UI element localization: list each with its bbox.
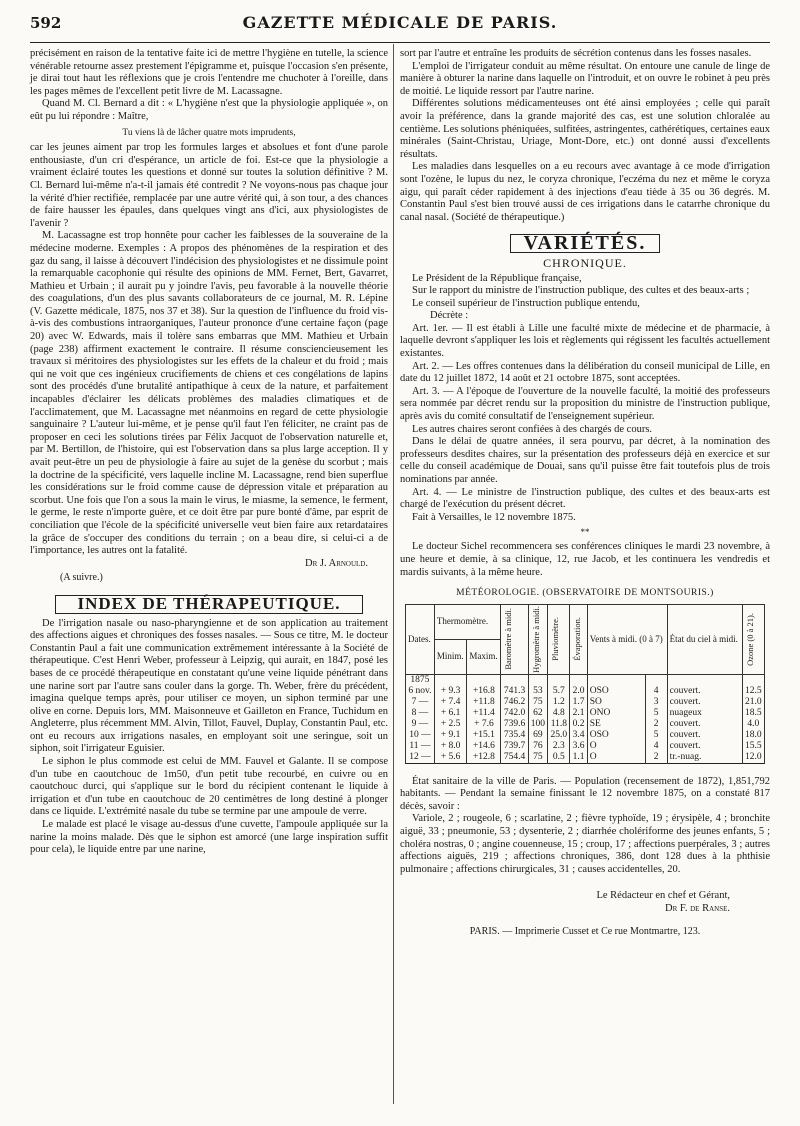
table-cell: 739.7 — [501, 741, 528, 752]
table-cell: 2.3 — [548, 741, 570, 752]
paragraph: Variole, 2 ; rougeole, 6 ; scarlatine, 2 ; fièvre typhoïde, 19 ; érysipèle, 4 ; bronchite aiguë, 33 ; pneumonie, 53 ; dysenterie, 2 ; diarrhée cholériforme des jeunes enfants, 5 ; choléra nostras, 0 ; angine couenneuse, 15 ; croup, 17 ; affections puerpérales, 3 ; autres affections aiguës, 219 ; affections chroniques, 386, dont 128 dues à la phthisie pulmonaire ; affections chirurgicales, 31 ; causes accidentelles, 20. — [400, 813, 770, 875]
paragraph: Les maladies dans lesquelles on a eu recours avec avantage à ce mode d'irrigation sont l'ozène, le lupus du nez, le coryza chronique, l'eczéma du nez et même le coryza aigu, qui paraît céder rapidement à des injections d'eau tiède à 35 ou 36 degrés. M. Constantin Paul s'est bien trouvé aussi de ces irrigations dans le catarrhe chronique du canal nasal. (Société de thérapeutique.) — [400, 161, 770, 223]
table-cell: 62 — [528, 708, 548, 719]
table-cell: 75 — [528, 752, 548, 764]
table-cell: + 2.5 — [434, 719, 467, 730]
table-cell: OSO — [587, 686, 645, 697]
col-header: Minim. — [434, 639, 467, 674]
meteo-table-body — [406, 674, 765, 763]
meteo-title: MÉTÉOROLOGIE. (OBSERVATOIRE DE MONTSOURIS.) — [456, 588, 714, 599]
table-cell: 9 — — [406, 719, 435, 730]
table-cell: +11.8 — [467, 697, 501, 708]
table-cell: 2 — [645, 719, 667, 730]
table-cell: 2.1 — [570, 708, 587, 719]
to-be-continued: (A suivre.) — [60, 572, 103, 584]
table-row — [406, 730, 765, 741]
paragraph: L'emploi de l'irrigateur conduit au même résultat. On entoure une canule de linge de manière à obturer la narine dans laquelle on l'introduit, et on ouvre le robinet à peu près de moitié. Le liquide ressort par l'autre narine. — [400, 60, 770, 97]
table-cell: 21.0 — [742, 697, 764, 708]
table-cell: + 9.3 — [434, 686, 467, 697]
table-cell: 12.0 — [742, 752, 764, 764]
section-title-varietes: VARIÉTÉS. — [510, 234, 660, 253]
table-cell: 4.0 — [742, 719, 764, 730]
paragraph: Sur le rapport du ministre de l'instruction publique, des cultes et des beaux-arts ; — [412, 285, 750, 297]
editor-credit: Le Rédacteur en chef et Gérant, — [596, 890, 730, 902]
table-cell: 4 — [645, 686, 667, 697]
table-cell: 76 — [528, 741, 548, 752]
table-cell: 100 — [528, 719, 548, 730]
paragraph: Décrète : — [430, 310, 469, 322]
table-cell: 4.8 — [548, 708, 570, 719]
col-header: Hygromètre à midi. — [530, 605, 541, 673]
table-cell: SE — [587, 719, 645, 730]
paragraph: Le docteur Sichel recommencera ses conférences cliniques le mardi 23 novembre, à une heure et demie, à sa clinique, 12, rue Jacob, et les continuera les vendredis et mardis suivants, à la même heure. — [400, 541, 770, 578]
table-cell: +15.1 — [467, 730, 501, 741]
table-cell: 3.4 — [570, 730, 587, 741]
paragraph: Le malade est placé le visage au-dessus d'une cuvette, l'ampoule appliquée sur la narine la moins malade. Dès que le siphon est amorcé (une large inspiration suffit pour cela), le liquide entre par une narine, — [30, 819, 388, 856]
paragraph: De l'irrigation nasale ou naso-pharyngienne et de son application au traitement des affections aigues et chroniques des fosses nasales. — Sous ce titre, M. le docteur Constantin Paul a fait une communication extrêmement intéressante à la Société de thérapeutique. C'est Henri Weber, professeur à Leipzig, qui aurait, en 1847, posé les bases de ce procédé thérapeutique en constatant qu'une veine liquide pénétrant dans une narine sort par l'autre sans couler dans la gorge. Th. Weber, frère du précédent, imagina quelque temps après, pour utiliser ce moyen, un siphon terminé par une olive en corne. Depuis lors, MM. Maisonneuve et Gailleton en France, Tuchidum en Angleterre, plus récemment MM. Alvin, Tillot, Fauvel, Duplay, Constantin Paul, etc. ont eu recours aux irrigations nasales, en employant soit une seringue, soit un siphon, soit l'irrigateur Eguisier. — [30, 617, 388, 755]
table-cell: 2 — [645, 752, 667, 764]
paragraph: Le Président de la République française, — [412, 272, 582, 284]
masthead-title: GAZETTE MÉDICALE DE PARIS. — [242, 13, 558, 32]
separator-stars: ** — [580, 527, 590, 538]
printer-footer: PARIS. — Imprimerie Cusset et Ce rue Montmartre, 123. — [469, 925, 701, 937]
paragraph: Dans le délai de quatre années, il sera pourvu, par décret, à la nomination des professeurs desdites chaires, sur la présentation des professeurs déjà en exercice et sur celle du conseil académique de Douai, sans qu'il puisse être fait toutefois plus de trois nominations par année. — [400, 436, 770, 485]
paragraph: Fait à Versailles, le 12 novembre 1875. — [412, 511, 576, 523]
table-cell: + 7.6 — [467, 719, 501, 730]
paragraph: Le conseil supérieur de l'instruction publique entendu, — [412, 297, 640, 309]
table-cell: 1.1 — [570, 752, 587, 764]
left-column — [30, 48, 388, 857]
table-cell: +16.8 — [467, 686, 501, 697]
col-header: Pluviomètre. — [550, 617, 561, 661]
table-cell: + 6.1 — [434, 708, 467, 719]
table-cell: 6 nov. — [406, 686, 435, 697]
paragraph: Différentes solutions médicamenteuses ont été ainsi employées ; celle qui paraît avoir la préférence, dans la grande majorité des cas, est une solution chloralée au centième. Les solutions phéniquées, sulfitées, astringentes, cathérétiques, certaines eaux minérales (Saint-Christau, Uriage, Mont-Dore, etc.) ont donné aussi d'excellents résultats. — [400, 98, 770, 160]
table-cell: 5 — [645, 730, 667, 741]
author-signature: Dr J. Arnould. — [304, 557, 368, 569]
paragraph: Art. 4. — Le ministre de l'instruction publique, des cultes et des beaux-arts est chargé de l'exécution du présent décret. — [400, 486, 770, 511]
table-cell: 18.0 — [742, 730, 764, 741]
table-cell: 739.6 — [501, 719, 528, 730]
table-cell: O — [587, 741, 645, 752]
paragraph: Art. 2. — Les offres contenues dans la délibération du conseil municipal de Lille, en date du 12 juillet 1872, 14 août et 21 octobre 1875, sont acceptées. — [400, 360, 770, 385]
table-cell: 8 — — [406, 708, 435, 719]
editor-name: Dr F. de Ranse. — [665, 902, 730, 914]
table-cell: 0.5 — [548, 752, 570, 764]
right-column — [400, 48, 770, 938]
table-cell: O — [587, 752, 645, 764]
paragraph: État sanitaire de la ville de Paris. — Population (recensement de 1872), 1,851,792 habitants. — Pendant la semaine finissant le 12 novembre 1875, on a constaté 817 décès, savoir : — [400, 775, 770, 812]
table-cell: 1.7 — [570, 697, 587, 708]
year-cell: 1875 — [406, 674, 435, 686]
table-row — [406, 708, 765, 719]
table-cell: + 7.4 — [434, 697, 467, 708]
table-cell: couvert. — [667, 741, 742, 752]
table-cell: ONO — [587, 708, 645, 719]
verse-quote: Tu viens là de lâcher quatre mots imprudents, — [122, 127, 296, 138]
table-cell: 3.6 — [570, 741, 587, 752]
table-row — [406, 719, 765, 730]
table-row — [406, 686, 765, 697]
col-header: Dates. — [406, 604, 435, 674]
table-cell: 7 — — [406, 697, 435, 708]
page-number: 592 — [30, 14, 62, 32]
table-row — [406, 752, 765, 764]
table-cell: OSO — [587, 730, 645, 741]
table-cell: 735.4 — [501, 730, 528, 741]
table-cell: 18.5 — [742, 708, 764, 719]
paragraph: sort par l'autre et entraîne les produits de sécrétion contenus dans les fosses nasales. — [400, 48, 752, 59]
table-row — [406, 741, 765, 752]
table-cell: 69 — [528, 730, 548, 741]
column-divider — [393, 44, 394, 1104]
col-header: Thermomètre. — [434, 604, 501, 639]
table-cell: 1.2 — [548, 697, 570, 708]
table-cell: couvert. — [667, 697, 742, 708]
table-cell: 25.0 — [548, 730, 570, 741]
table-cell: 5 — [645, 708, 667, 719]
table-cell: + 9.1 — [434, 730, 467, 741]
table-cell: couvert. — [667, 686, 742, 697]
col-header: Évaporation. — [572, 617, 583, 661]
table-cell: 746.2 — [501, 697, 528, 708]
table-cell: 12.5 — [742, 686, 764, 697]
col-header: Baromètre à midi. — [503, 608, 514, 670]
paragraph: précisément en raison de la tentative faite ici de mettre l'hygiène en tutelle, la science vénérable retourne assez prestement l'épigramme et, puisque l'occasion s'en présente, je dirai tout haut les réflexions que je crois l'entendre me chuchoter à l'oreille, dans les pages mêmes de l'excellent petit livre de M. Lacassagne. — [30, 48, 388, 97]
table-cell: 12 — — [406, 752, 435, 764]
col-header: Maxim. — [467, 639, 501, 674]
table-cell: 11.8 — [548, 719, 570, 730]
table-cell: +12.8 — [467, 752, 501, 764]
subsection-title: CHRONIQUE. — [543, 255, 627, 270]
table-cell: 741.3 — [501, 686, 528, 697]
table-cell: tr.-nuag. — [667, 752, 742, 764]
table-cell: 75 — [528, 697, 548, 708]
table-cell: 11 — — [406, 741, 435, 752]
table-cell: couvert. — [667, 730, 742, 741]
table-cell: 53 — [528, 686, 548, 697]
table-cell: 15.5 — [742, 741, 764, 752]
table-cell: + 5.6 — [434, 752, 467, 764]
table-cell: +11.4 — [467, 708, 501, 719]
table-cell: 10 — — [406, 730, 435, 741]
table-row — [406, 697, 765, 708]
table-cell: +14.6 — [467, 741, 501, 752]
table-cell: 0.2 — [570, 719, 587, 730]
paragraph: car les jeunes aiment par trop les formules larges et absolues et font d'une parole enthousiaste, d'un cri d'espérance, un article de foi. Est-ce que la physiologie a vraiment éclairé toutes les questions et donné sur toutes la solution définitive ? M. Cl. Bernard lui-même n'a-t-il jamais été contredit ? Ne voyons-nous pas chaque jour la vérité d'hier rectifiée, remplacée par une autre vérité qui, à son tour, a des chances de faire hausser les épaules, dans quelques vingt ans d'ici, aux physiologistes de l'avenir ? — [30, 142, 388, 229]
paragraph: Le siphon le plus commode est celui de MM. Fauvel et Galante. Il se compose d'un tube en caoutchouc de 1m50, d'un petit tube recourbé, en cuivre ou en caoutchouc durci, qui s'applique sur le bord du récipient contenant le liquide à irrigation et d'un tube en caoutchouc de 20 centimètres de long destiné à plonger dans ce liquide. L'extrémité nasale du tube se termine par une ampoule de verre. — [30, 756, 388, 818]
section-title-index: INDEX DE THÉRAPEUTIQUE. — [55, 595, 363, 614]
paragraph: Les autres chaires seront confiées à des chargés de cours. — [412, 423, 653, 435]
col-header: Ozone (0 à 21). — [744, 612, 755, 666]
table-cell: couvert. — [667, 719, 742, 730]
table-cell: 2.0 — [570, 686, 587, 697]
table-cell: nuageux — [667, 708, 742, 719]
table-cell: 5.7 — [548, 686, 570, 697]
table-cell: 4 — [645, 741, 667, 752]
table-cell: 754.4 — [501, 752, 528, 764]
page-header — [30, 10, 770, 43]
col-header: État du ciel à midi. — [667, 604, 742, 674]
table-cell: + 8.0 — [434, 741, 467, 752]
col-header: Vents à midi. (0 à 7) — [587, 604, 667, 674]
table-cell: 742.0 — [501, 708, 528, 719]
meteo-table — [405, 604, 765, 764]
paragraph: M. Lacassagne est trop honnête pour cacher les faiblesses de la souveraine de la médecine moderne. Exemples : A propos des phénomènes de la respiration et des gaz du sang, il laisse à découvert l'indécision des physiologistes et ne dissimule point la remarquable cacophonie qui résulte des opinions de MM. Fernet, Bert, Gavarret, Mathieu et Urbain ; il aurait pu y joindre l'avis, peu favorable à la nouvelle théorie des coagulations, d'un des plus savants collaborateurs de ce journal, M. R. Lépine (V. Gazette médicale, 1875, nos 37 et 38). Sur la question de l'influence du froid vis-à-vis des combustions intraorganiques, l'auteur prononce d'une certaine façon (page 20) avec W. Edwards, mais il tolère sans embarras que MM. Mathieu et Urbain (page 238) affirment exactement le contraire. Il résume consciencieusement les travaux si méritoires des physiologistes sur les effets de la chaleur et du froid ; mais qui ne voit que ces ingénieux crucifiements de chiens et ces congélations de lapins sont des procédés d'une brutalité antipathique à ceux de la nature, et parfaitement incapables d'éclairer les délicats problèmes des maladies climatiques et de l'acclimatement, que M. Lacassagne met néanmoins en regard de cette physiologie sanguinaire ? L'auteur lui-même, et je pense qu'il faut l'en féliciter, ne craint pas de proposer en ceci les solutions tirées par Félix Jacquot de l'observation naturelle et, par M. Bertillon, de l'histoire, qui est l'observation dans sa plus large acception. Il y avait peut-être un peu de physiologie à faire au sujet de la genèse du scorbut ; mais la doctrine de la spécificité, vers laquelle incline M. Lacassagne, rend bien superflue les considérations sur le froid comme cause de dépression vitale et préparation au scorbut. Une fois que l'on a sous la main le virus, le miasme, la semence, le ferment, le germe, le reste n'importe guère, et ce doit être par pure bonté d'âme, par esprit de conciliation que l'école de la spécificité universelle veut bien faire aux retardataires la grâce de s'occuper des conditions du terrain ; on a beau dire, si celui-ci a de l'importance, les autres ont la fatalité. — [30, 230, 388, 557]
paragraph: Art. 1er. — Il est établi à Lille une faculté mixte de médecine et de pharmacie, à laquelle devront s'appliquer les lois et règlements qui régissent les facultés actuellement existantes. — [400, 322, 770, 360]
paragraph: Art. 3. — A l'époque de l'ouverture de la nouvelle faculté, la moitié des professeurs sera nommée par décret rendu sur la proposition du ministre de l'instruction publique, après avis du comité consultatif de l'enseignement supérieur. — [400, 385, 770, 423]
table-cell: 3 — [645, 697, 667, 708]
table-cell: SO — [587, 697, 645, 708]
paragraph: Quand M. Cl. Bernard a dit : « L'hygiène n'est que la physiologie appliquée », on eût pu lui répondre : Maître, — [30, 98, 388, 122]
